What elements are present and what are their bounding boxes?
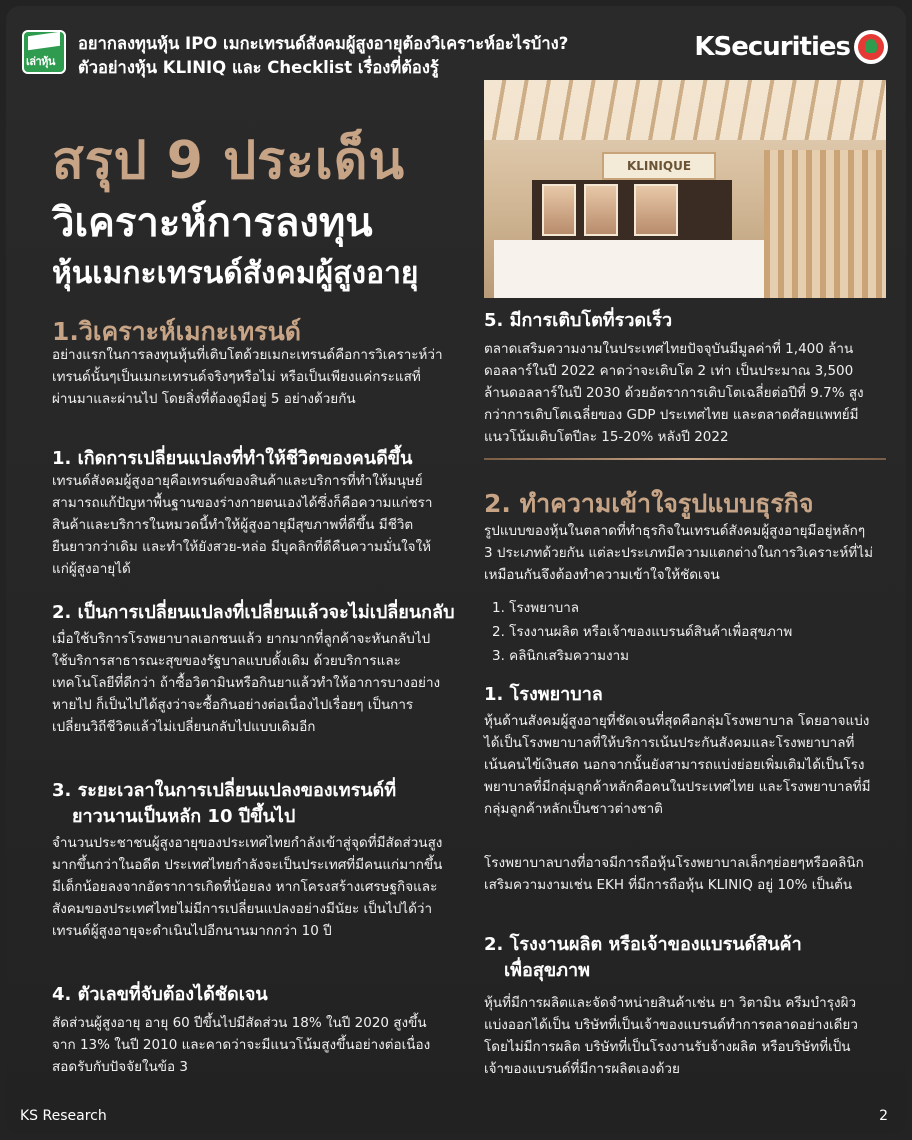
hospital-text-2: โรงพยาบาลบางที่อาจมีการถือหุ้นโรงพยาบาลเล็กๆย่อยๆหรือคลินิกเสริมความงามเช่น EKH ที่มีการถือหุ้น KLINIQ อยู่ 10% เป็นต้น — [484, 855, 864, 893]
section-divider — [484, 458, 886, 460]
hospital-text: หุ้นด้านสังคมผู้สูงอายุที่ชัดเจนที่สุดคือกลุ่มโรงพยาบาล โดยอาจแบ่งได้เป็นโรงพยาบาลที่ให้บริการเน้นประกันสังคมและโรงพยาบาลที่เน้นคนไข้เงินสด นอกจากนั้นยังสามารถแบ่งย่อยเพิ่มเติมได้เป็นโรงพยาบาลที่มีกลุ่มลูกค้าหลักคือคนในประเทศไทย และโรงพยาบาลที่มีกลุ่มลูกค้าหลักเป็นชาวต่างชาติ — [484, 713, 871, 817]
list-item: 3. คลินิกเสริมความงาม — [492, 648, 630, 664]
hero-title-line1: สรุป 9 ประเด็น — [52, 131, 406, 191]
point5-title: 5. มีการเติบโตที่รวดเร็ว — [484, 310, 673, 331]
point3-text: จำนวนประชาชนผู้สูงอายุของประเทศไทยกำลังเข้าสู่จุดที่มีสัดส่วนสูงมากขึ้นกว่าในอดีต ประเทศไทยกำลังจะเป็นประเทศที่มีคนแก่มากขึ้น มีเด็กน้อยลงจากอัตราการเกิดที่น้อยลง หากโครงสร้างเศรษฐกิจและสังคมของประเทศไทยไม่มีการเปลี่ยนแปลงอย่างมีนัยะ เป็นไปได้ว่าเทรนด์ผู้สูงอายุจะดำเนินไปอีกนานมากกว่า 10 ปี — [52, 835, 443, 939]
hero-title-line3: หุ้นเมกะเทรนด์สังคมผู้สูงอายุ — [52, 256, 419, 291]
section2-intro: รูปแบบของหุ้นในตลาดที่ทำธุรกิจในเทรนด์สังคมผู้สูงอายุมีอยู่หลักๆ 3 ประเภทด้วยกัน แต่ละประเภทมีความแตกต่างในการวิเคราะห์ที่ไม่เหมือนกันจึงต้องทำความเข้าใจให้ชัดเจน — [484, 523, 873, 583]
section1-intro: อย่างแรกในการลงทุนหุ้นที่เติบโตด้วยเมกะเทรนด์คือการวิเคราะห์ว่าเทรนด์นั้นๆเป็นเมกะเทรนด์จริงๆหรือไม่ หรือเป็นเพียงแค่กระแสที่ผ่านมาและผ่านไป โดยสิ่งที่ต้องดูมีอยู่ 5 อย่างด้วยกัน — [52, 347, 443, 407]
business-type-list — [492, 596, 792, 668]
point3-title-line2: ยาวนานเป็นหลัก 10 ปีขึ้นไป — [72, 806, 296, 827]
section2-title: 2. ทำความเข้าใจรูปแบบธุรกิจ — [484, 489, 814, 518]
hospital-title: 1. โรงพยาบาล — [484, 684, 603, 705]
point2-text: เมื่อใช้บริการโรงพยาบาลเอกชนแล้ว ยากมากที่ลูกค้าจะหันกลับไปใช้บริการสาธารณะสุขของรัฐบาลแบบดั้งเดิม ด้วยบริการและเทคโนโลยีที่ดีกว่า ถ้าซื้อวิตามินหรือกินยาแล้วทำให้อาการบางอย่างหายไป ก็เป็นไปได้สูงว่าจะซื้อกินอย่างต่อเนื่องไปเรื่อยๆ เป็นการเปลี่ยนวิถีชีวิตแล้วไม่เปลี่ยนกลับไปแบบเดิมอีก — [52, 631, 441, 735]
point4-title: 4. ตัวเลขที่จับต้องได้ชัดเจน — [52, 984, 268, 1005]
point1-text: เทรนด์สังคมผู้สูงอายุคือเทรนด์ของสินค้าและบริการที่ทำให้มนุษย์สามารถแก้ปัญหาพื้นฐานของร่างกายตนเองได้ซึ่งก็คือความแก่ชรา สินค้าและบริการในหมวดนี้ทำให้ผู้สูงอายุมีสุขภาพที่ดีขึ้น มีชีวิตยืนยาวกว่าเดิม และทำให้ยังสวย-หล่อ มีบุคลิกที่ดีคืนความมั่นใจให้แก่ผู้สูงอายุได้ — [52, 473, 433, 577]
section1-title: 1.วิเคราะห์เมกะเทรนด์ — [52, 317, 301, 346]
hero-title-line2: วิเคราะห์การลงทุน — [52, 200, 373, 246]
clinic-photo — [484, 80, 886, 298]
factory-title-line2: เพื่อสุขภาพ — [504, 960, 590, 981]
list-item: 1. โรงพยาบาล — [492, 600, 580, 616]
header-title — [78, 32, 568, 80]
book-logo-icon: เล่าหุ้น — [22, 30, 66, 74]
footer-source: KS Research — [20, 1108, 107, 1124]
brand-name: KSecurities — [694, 32, 850, 62]
page-number: 2 — [879, 1108, 888, 1124]
point1-title: 1. เกิดการเปลี่ยนแปลงที่ทำให้ชีวิตของคนดีขึ้น — [52, 448, 413, 469]
header-title-line2: ตัวอย่างหุ้น KLINIQ และ Checklist เรื่องที่ต้องรู้ — [78, 58, 439, 77]
header-title-line1: อยากลงทุนหุ้น IPO เมกะเทรนด์สังคมผู้สูงอายุต้องวิเคราะห์อะไรบ้าง? — [78, 34, 569, 53]
kbank-leaf-icon — [854, 30, 888, 64]
point4-text: สัดส่วนผู้สูงอายุ อายุ 60 ปีขึ้นไปมีสัดส่วน 18% ในปี 2020 สูงขึ้นจาก 13% ในปี 2010 และคาดว่าจะมีแนวโน้มสูงขึ้นอย่างต่อเนื่อง สอดรับกับปัจจัยในข้อ 3 — [52, 1015, 431, 1075]
point5-text: ตลาดเสริมความงามในประเทศไทยปัจจุบันมีมูลค่าที่ 1,400 ล้านดอลลาร์ในปี 2022 คาดว่าจะเติบโต 2 เท่า เป็นประมาณ 3,500 ล้านดอลลาร์ในปี 2030 ด้วยอัตราการเติบโตเฉลี่ยต่อปีที่ 9.7% สูงกว่าการเติบโตเฉลี่ยของ GDP ประเทศไทย และตลาดศัลยแพทย์มีแนวโน้มเติบโตปีละ 15-20% หลังปี 2022 — [484, 341, 864, 445]
point3-title-line1: 3. ระยะเวลาในการเปลี่ยนแปลงของเทรนด์ที่ — [52, 780, 397, 801]
factory-text: หุ้นที่มีการผลิตและจัดจำหน่ายสินค้าเช่น ยา วิตามิน ครีมบำรุงผิว แบ่งออกได้เป็น บริษัทที่เป็นเจ้าของแบรนด์ทำการตลาดอย่างเดียวโดยไม่มีการผลิต บริษัทที่เป็นโรงงานรับจ้างผลิต หรือบริษัทที่เป็นเจ้าของแบรนด์ที่มีการผลิตเองด้วย — [484, 995, 858, 1077]
point2-title: 2. เป็นการเปลี่ยนแปลงที่เปลี่ยนแล้วจะไม่เปลี่ยนกลับ — [52, 602, 455, 623]
list-item: 2. โรงงานผลิต หรือเจ้าของแบรนด์สินค้าเพื่อสุขภาพ — [492, 624, 793, 640]
factory-title-line1: 2. โรงงานผลิต หรือเจ้าของแบรนด์สินค้า — [484, 934, 802, 955]
clinic-sign: KLINIQUE — [602, 152, 716, 180]
